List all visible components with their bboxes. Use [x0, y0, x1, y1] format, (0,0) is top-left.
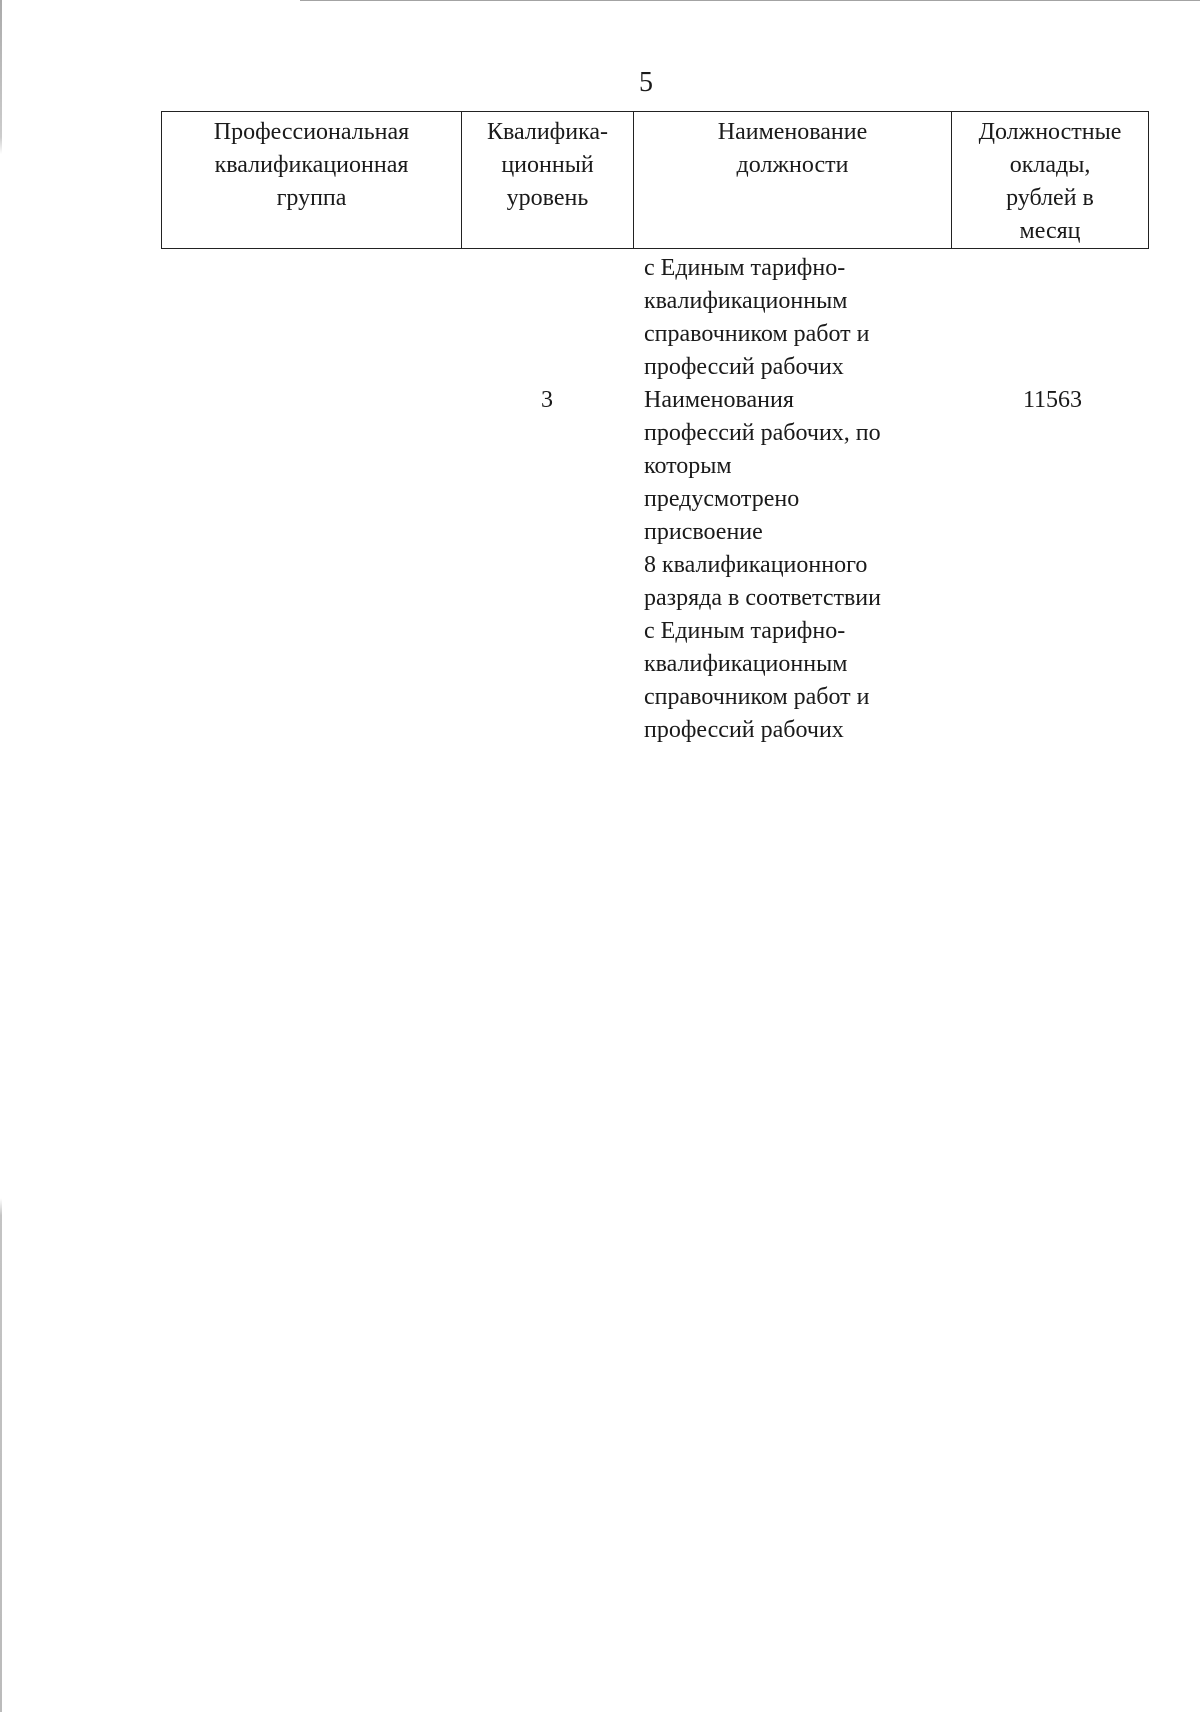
position-line: справочником работ и — [644, 321, 870, 347]
header-line: квалификационная — [214, 152, 409, 178]
header-line: группа — [276, 185, 347, 211]
header-qualification-level — [462, 112, 634, 249]
header-line: ционный — [501, 152, 594, 178]
position-line: разряда в соответствии — [644, 585, 881, 611]
table-header-row — [162, 112, 1149, 249]
header-line: Профессиональная — [213, 119, 410, 145]
position-line: с Единым тарифно- — [644, 618, 846, 644]
position-name-cell — [644, 252, 964, 747]
header-line: Должностные — [978, 119, 1122, 145]
position-line: профессий рабочих — [644, 717, 844, 743]
position-line: предусмотрено — [644, 486, 800, 512]
position-line: квалификационным — [644, 651, 848, 677]
position-line: профессий рабочих, по — [644, 420, 881, 446]
header-line: Квалифика- — [486, 119, 609, 145]
position-line: которым — [644, 453, 732, 479]
position-line: с Единым тарифно- — [644, 255, 846, 281]
position-line: присвоение — [644, 519, 763, 545]
header-line: должности — [736, 152, 849, 178]
salary-table-header — [161, 111, 1149, 249]
position-line: справочником работ и — [644, 684, 870, 710]
header-line: оклады, — [1009, 152, 1091, 178]
position-line: Наименования — [644, 387, 794, 413]
header-professional-group — [162, 112, 462, 249]
position-line: квалификационным — [644, 288, 848, 314]
position-line: профессий рабочих — [644, 354, 844, 380]
qualification-level-value: 3 — [541, 387, 553, 413]
header-salary — [952, 112, 1149, 249]
header-line: месяц — [1019, 218, 1081, 244]
page-number: 5 — [639, 67, 653, 98]
salary-value: 11563 — [1022, 387, 1083, 413]
header-line: уровень — [506, 185, 589, 211]
position-line: 8 квалификационного — [644, 552, 868, 578]
header-line: рублей в — [1006, 185, 1094, 211]
scan-edge-left — [0, 0, 2, 1712]
scan-edge-top — [300, 0, 1200, 1]
header-position-name — [634, 112, 952, 249]
header-line: Наименование — [717, 119, 868, 145]
